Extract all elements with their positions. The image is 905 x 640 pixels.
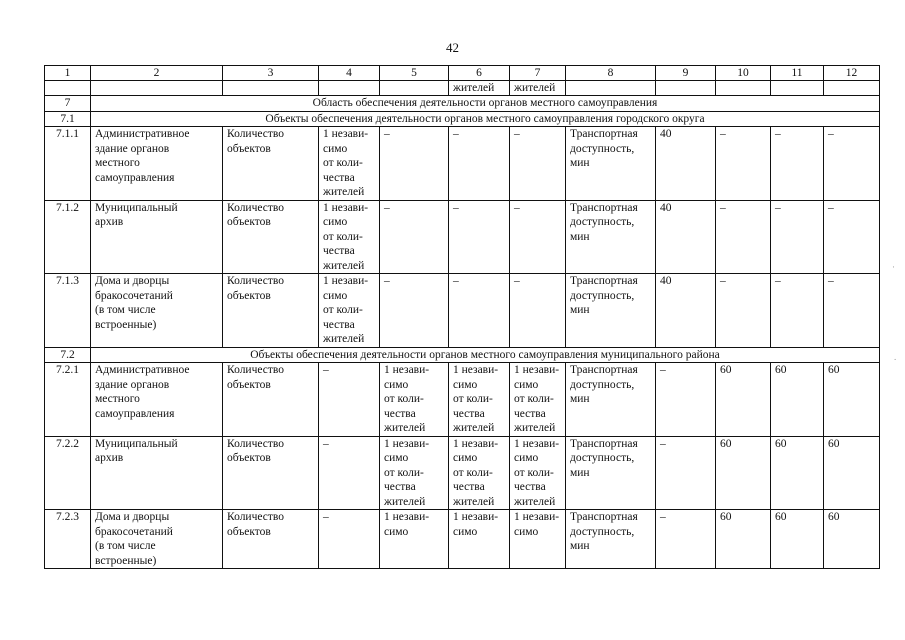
cell-c6 [449, 436, 510, 510]
cell-name [91, 510, 223, 569]
cell-num: 7.2.2 [45, 436, 91, 510]
cell-line: архив [95, 216, 124, 228]
cell-line: встроенные) [95, 554, 157, 567]
cell-c10 [716, 510, 771, 569]
cell-line: от коли- [384, 393, 424, 405]
cell-line: Транспортная [570, 437, 638, 450]
cell-line: здание органов [95, 142, 170, 155]
cell-line: – [720, 201, 726, 214]
cell-line: мин [570, 466, 590, 479]
cell-c12 [824, 274, 880, 348]
cell-c9 [656, 274, 716, 348]
cell-line: – [453, 201, 459, 214]
section-title: Объекты обеспечения деятельности органов местного самоуправления муниципального района [91, 347, 880, 363]
cell-line: мин [570, 393, 590, 405]
column-number: 4 [319, 66, 380, 81]
cell-line: объектов [227, 216, 271, 228]
cell-line: – [453, 128, 459, 140]
cell-c7 [510, 363, 566, 437]
cell-c12 [824, 510, 880, 569]
cell-name [91, 363, 223, 437]
cell-line: от коли- [323, 230, 363, 243]
cell-line: жителей [384, 495, 426, 508]
cell-line: 1 незави- [323, 201, 369, 214]
cell-c7 [510, 436, 566, 510]
cell-line: симо [514, 378, 539, 391]
cell-c11 [771, 200, 824, 274]
cell-line: симо [453, 525, 478, 538]
cell-line: – [384, 128, 390, 140]
cell-c11 [771, 510, 824, 569]
cell-line: от коли- [514, 466, 554, 479]
cell-num: 7.1.2 [45, 200, 91, 274]
cell-c9 [656, 363, 716, 437]
cell-line: мин [570, 157, 590, 169]
cell-line: доступность, [570, 452, 635, 464]
cell-c9 [656, 436, 716, 510]
cell-line: – [323, 511, 329, 523]
cell-c8 [566, 363, 656, 437]
cell-line: 40 [660, 275, 672, 287]
column-number: 2 [91, 66, 223, 81]
cell-line: Транспортная [570, 364, 638, 376]
table-row [45, 436, 880, 510]
cell-line: Количество [227, 275, 284, 287]
cell-line: 60 [775, 364, 787, 376]
section-row [45, 96, 880, 112]
table-row [45, 363, 880, 437]
cell-line: объектов [227, 452, 271, 464]
column-number: 8 [566, 66, 656, 81]
cell-line: симо [384, 452, 409, 464]
cell-line: – [828, 201, 834, 214]
cell-c5 [380, 510, 449, 569]
cell-c8 [566, 436, 656, 510]
cell-line: чества [453, 481, 485, 493]
cell-line: – [660, 511, 666, 523]
cell-line: – [323, 437, 329, 450]
cell-c4 [319, 200, 380, 274]
cell-line: от коли- [323, 304, 363, 316]
cell-line: – [828, 275, 834, 287]
cell-line: бракосочетаний [95, 289, 173, 302]
cell-line: симо [514, 525, 539, 538]
cell-line: 60 [720, 437, 732, 450]
cell-line: симо [384, 525, 409, 538]
cell-c8 [566, 274, 656, 348]
cell-line: жителей [323, 333, 365, 345]
section-number: 7.1 [45, 111, 91, 127]
cell-line: симо [323, 289, 348, 302]
cell-c12 [824, 363, 880, 437]
cell-line: Муниципальный [95, 201, 178, 214]
cell-line: 1 незави- [384, 364, 430, 376]
cell-line: от коли- [323, 157, 363, 169]
cell-line: доступность, [570, 525, 635, 538]
cell-c9 [656, 127, 716, 201]
cell-c11 [771, 436, 824, 510]
cell-unit [223, 127, 319, 201]
cell-line: доступность, [570, 142, 635, 155]
cell-line: – [775, 128, 781, 140]
cell-c11 [771, 363, 824, 437]
cell-line: самоуправления [95, 407, 175, 420]
cell-unit [223, 436, 319, 510]
cell-line: чества [323, 318, 355, 331]
table-row [45, 127, 880, 201]
cell-line: – [660, 437, 666, 450]
norms-table [44, 65, 880, 569]
cell-line: жителей [323, 259, 365, 272]
cell-c4 [319, 127, 380, 201]
cell-c10 [716, 274, 771, 348]
cell-line: – [514, 201, 520, 214]
cell-line: – [514, 275, 520, 287]
cell-c7 [510, 127, 566, 201]
cell-unit [223, 200, 319, 274]
cell-line: симо [384, 378, 409, 391]
cell-name [91, 200, 223, 274]
cell-line: – [775, 201, 781, 214]
cell-name [91, 436, 223, 510]
cell-line: чества [323, 171, 355, 184]
column-number: 5 [380, 66, 449, 81]
column-number-row [45, 66, 880, 81]
cell-line: 1 незави- [453, 364, 499, 376]
cell-c4 [319, 436, 380, 510]
cell-line: 1 незави- [453, 437, 499, 450]
cell-line: от коли- [453, 393, 493, 405]
cell-c12 [824, 200, 880, 274]
cell-line: 1 незави- [514, 437, 560, 450]
cell-c6 [449, 127, 510, 201]
cell-c12 [824, 436, 880, 510]
cell-line: – [384, 201, 390, 214]
cell-line: местного [95, 157, 140, 169]
cell-line: – [720, 275, 726, 287]
cell-line: – [775, 275, 781, 287]
cell-line: (в том числе [95, 304, 156, 316]
cell-line: 1 незави- [384, 511, 430, 523]
cell-line: Административное [95, 128, 190, 140]
cell-line: 60 [775, 511, 787, 523]
cell-line: – [514, 128, 520, 140]
cell-c11 [771, 274, 824, 348]
cell-c10 [716, 200, 771, 274]
cell-line: доступность, [570, 216, 635, 228]
cell-line: жителей [514, 422, 556, 434]
cell-c8 [566, 127, 656, 201]
cell-line: симо [453, 452, 478, 464]
cell-num: 7.1.3 [45, 274, 91, 348]
cell-line: 1 незави- [384, 437, 430, 450]
cell-c11 [771, 127, 824, 201]
cell-c5 [380, 363, 449, 437]
cell-line: от коли- [514, 393, 554, 405]
cell-line: доступность, [570, 378, 635, 391]
cell-line: объектов [227, 142, 271, 155]
cell-c5 [380, 274, 449, 348]
cell-c8 [566, 200, 656, 274]
cell-line: мин [570, 540, 590, 552]
column-number: 10 [716, 66, 771, 81]
cell-c8 [566, 510, 656, 569]
cell-c10 [716, 436, 771, 510]
cell-c5 [380, 436, 449, 510]
cell-num: 7.1.1 [45, 127, 91, 201]
cell-line: – [323, 364, 329, 376]
cell-c5 [380, 200, 449, 274]
cell-unit [223, 510, 319, 569]
cell-c10 [716, 363, 771, 437]
table-row [45, 200, 880, 274]
cell-line: встроенные) [95, 318, 157, 331]
cell-line: объектов [227, 525, 271, 538]
cell-line: Транспортная [570, 511, 638, 523]
continuation-row [45, 81, 880, 96]
cell-line: 1 незави- [323, 275, 369, 287]
cell-line: объектов [227, 378, 271, 391]
cell-line: чества [514, 407, 546, 420]
cell-line: архив [95, 452, 124, 464]
cell-c7 [510, 274, 566, 348]
section-number: 7 [45, 96, 91, 112]
column-number: 3 [223, 66, 319, 81]
cell-line: самоуправления [95, 171, 175, 184]
cell-line: 1 незави- [323, 128, 369, 140]
cell-line: жителей [384, 422, 426, 434]
cell-line: симо [323, 216, 348, 228]
cell-line: 1 незави- [514, 511, 560, 523]
cell-line: жителей [453, 495, 495, 508]
cell-line: Транспортная [570, 128, 638, 140]
cell-name [91, 127, 223, 201]
cell-c6 [449, 363, 510, 437]
cell-c6 [449, 200, 510, 274]
cell-line: 1 незави- [453, 511, 499, 523]
scan-mark: · [892, 262, 895, 272]
cell-line: Количество [227, 511, 284, 523]
cell-line: местного [95, 393, 140, 405]
cell-line: Транспортная [570, 275, 638, 287]
cell-num: 7.2.3 [45, 510, 91, 569]
cell-c4 [319, 274, 380, 348]
cell-line: – [720, 128, 726, 140]
cell-line: 60 [720, 364, 732, 376]
column-number: 11 [771, 66, 824, 81]
cell-unit [223, 363, 319, 437]
cell-line: от коли- [384, 466, 424, 479]
cell-c9 [656, 510, 716, 569]
cell-c12 [824, 127, 880, 201]
cell-line: – [453, 275, 459, 287]
scan-mark: . [894, 352, 897, 362]
cell-line: здание органов [95, 378, 170, 391]
cell-line: мин [570, 230, 590, 243]
cell-line: 1 незави- [514, 364, 560, 376]
cell-line: – [660, 364, 666, 376]
section-title: Область обеспечения деятельности органов местного самоуправления [91, 96, 880, 112]
cell-line: доступность, [570, 289, 635, 302]
column-number: 6 [449, 66, 510, 81]
table-row [45, 510, 880, 569]
cell-line: чества [384, 407, 416, 420]
cell-line: – [384, 275, 390, 287]
cell-line: объектов [227, 289, 271, 302]
cell-c6 [449, 510, 510, 569]
cell-c5 [380, 127, 449, 201]
cell-line: бракосочетаний [95, 525, 173, 538]
cell-line: от коли- [453, 466, 493, 479]
cell-line: Транспортная [570, 201, 638, 214]
cell-line: 60 [828, 437, 840, 450]
cell-c4 [319, 363, 380, 437]
cell-line: Количество [227, 201, 284, 214]
cell-line: Дома и дворцы [95, 511, 170, 523]
cell-c6 [449, 274, 510, 348]
cell-line: (в том числе [95, 540, 156, 552]
cell-line: жителей [514, 495, 556, 508]
cell-line: 60 [775, 437, 787, 450]
cell-line: симо [453, 378, 478, 391]
cell-line: 60 [720, 511, 732, 523]
cell-c4 [319, 510, 380, 569]
cell-line: 60 [828, 364, 840, 376]
cell-c9 [656, 200, 716, 274]
cell-line: Административное [95, 364, 190, 376]
column-number: 7 [510, 66, 566, 81]
cell-line: 40 [660, 128, 672, 140]
continuation-cell: жителей [510, 81, 566, 96]
section-row [45, 111, 880, 127]
cell-c7 [510, 200, 566, 274]
cell-unit [223, 274, 319, 348]
cell-name [91, 274, 223, 348]
page-number: 42 [446, 40, 459, 55]
cell-line: Количество [227, 364, 284, 376]
cell-line: Количество [227, 437, 284, 450]
cell-line: симо [514, 452, 539, 464]
cell-line: Муниципальный [95, 437, 178, 450]
cell-line: симо [323, 142, 348, 155]
cell-line: 60 [828, 511, 840, 523]
cell-line: чества [453, 407, 485, 420]
table-row [45, 274, 880, 348]
column-number: 12 [824, 66, 880, 81]
cell-c7 [510, 510, 566, 569]
cell-line: жителей [453, 422, 495, 434]
cell-line: Количество [227, 128, 284, 140]
cell-line: жителей [323, 186, 365, 198]
cell-line: – [828, 128, 834, 140]
cell-line: мин [570, 304, 590, 316]
cell-c10 [716, 127, 771, 201]
column-number: 9 [656, 66, 716, 81]
section-row [45, 347, 880, 363]
cell-line: чества [323, 245, 355, 257]
cell-line: 40 [660, 201, 672, 214]
cell-line: Дома и дворцы [95, 275, 170, 287]
continuation-cell: жителей [449, 81, 510, 96]
column-number: 1 [45, 66, 91, 81]
cell-line: чества [384, 481, 416, 493]
section-number: 7.2 [45, 347, 91, 363]
cell-num: 7.2.1 [45, 363, 91, 437]
section-title: Объекты обеспечения деятельности органов местного самоуправления городского округа [91, 111, 880, 127]
cell-line: чества [514, 481, 546, 493]
